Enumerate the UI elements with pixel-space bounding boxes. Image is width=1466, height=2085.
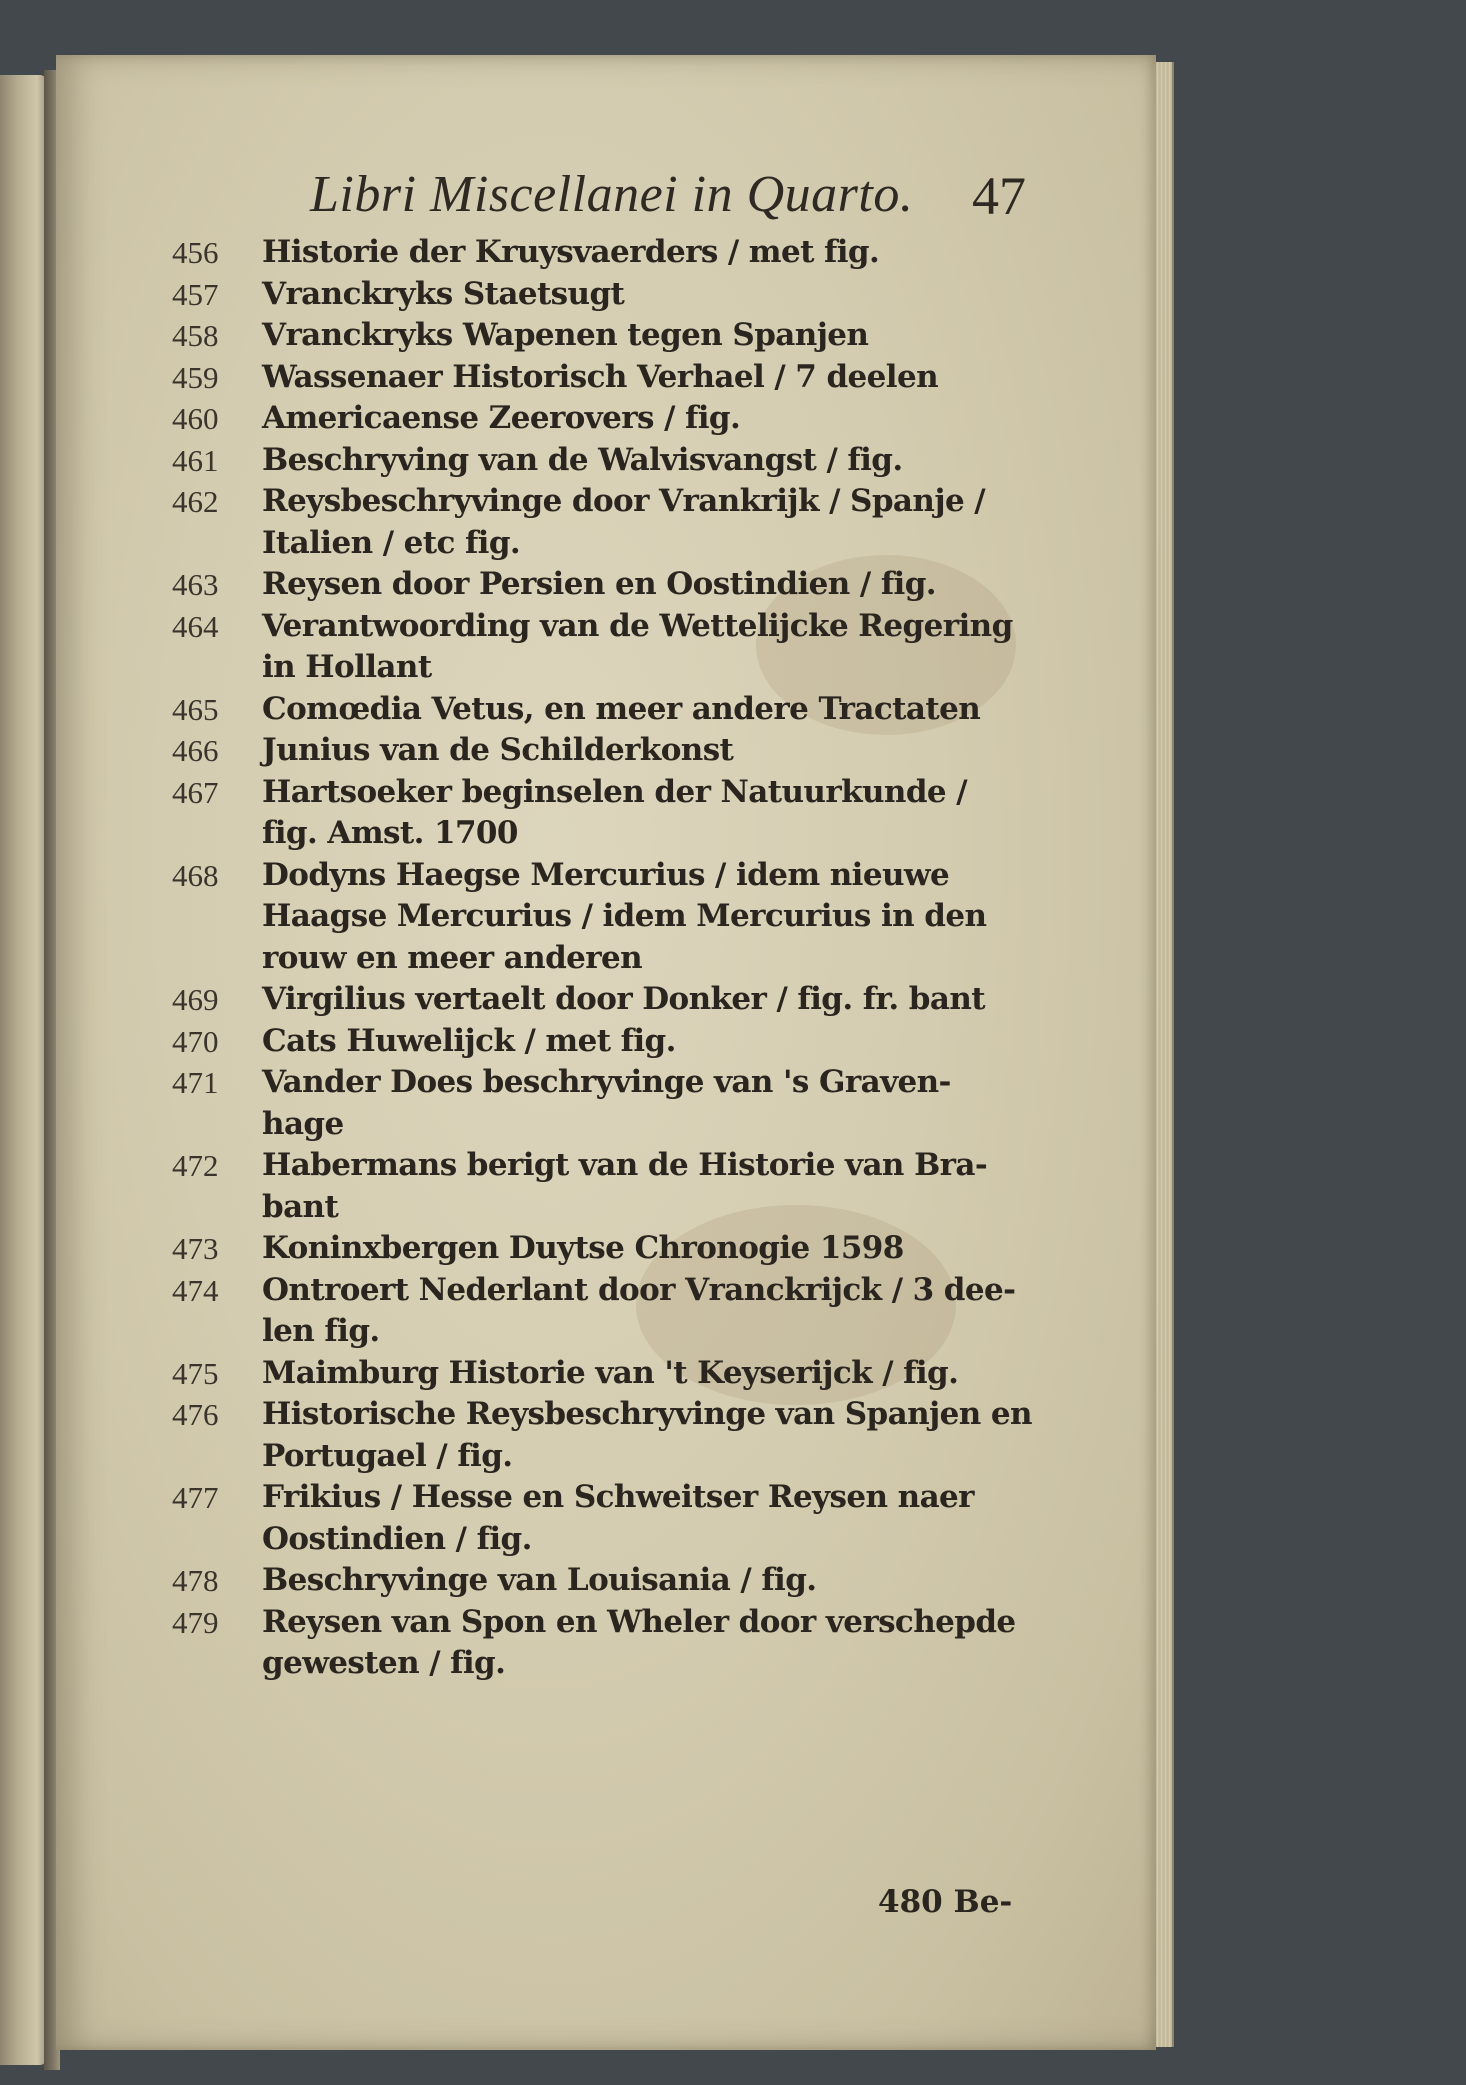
entry-number: 475 bbox=[172, 1355, 219, 1391]
entry-text-line: Historie der Kruysvaerders / met fig. bbox=[262, 234, 880, 270]
catalogue-entry bbox=[172, 855, 1052, 980]
entry-text-line: in Hollant bbox=[262, 649, 432, 685]
entry-number: 456 bbox=[172, 235, 219, 270]
running-head: Libri Miscellanei in Quarto. bbox=[310, 166, 914, 223]
catalogue-entry bbox=[172, 398, 1052, 440]
catalogue-entry bbox=[172, 315, 1052, 357]
catalogue-entry bbox=[172, 772, 1052, 855]
catalogue-entry bbox=[172, 1394, 1052, 1477]
entry-text-line: hage bbox=[262, 1105, 344, 1142]
catalogue-entry bbox=[172, 1228, 1052, 1270]
catalogue-entry bbox=[172, 1353, 1052, 1395]
entry-text-line: Oostindien / fig. bbox=[262, 1520, 532, 1557]
entry-number: 479 bbox=[172, 1604, 219, 1640]
entry-number: 468 bbox=[172, 857, 219, 893]
catalogue-entry bbox=[172, 1062, 1052, 1145]
entry-text-line: Habermans berigt van de Historie van Bra- bbox=[262, 1147, 988, 1183]
entry-number: 457 bbox=[172, 276, 219, 312]
entry-number: 458 bbox=[172, 318, 219, 353]
entry-number: 465 bbox=[172, 691, 219, 727]
entry-number: 459 bbox=[172, 359, 219, 395]
entry-text-line: Ontroert Nederlant door Vranckrijck / 3 dee- bbox=[262, 1271, 1016, 1308]
entry-text-line: Maimburg Historie van 't Keyserijck / fig. bbox=[262, 1354, 959, 1391]
entry-number: 463 bbox=[172, 567, 219, 602]
entry-number: 477 bbox=[172, 1480, 219, 1515]
catalogue-entry bbox=[172, 1602, 1052, 1685]
entry-text-line: Virgilius vertaelt door Donker / fig. fr. bant bbox=[262, 981, 985, 1017]
entry-text-line: fig. Amst. 1700 bbox=[262, 815, 518, 851]
catalogue-entry bbox=[172, 564, 1052, 606]
catalogue-entries bbox=[172, 232, 1052, 1685]
entry-number: 467 bbox=[172, 774, 219, 810]
entry-text-line: Historische Reysbeschryvinge van Spanjen en bbox=[262, 1396, 1032, 1432]
entry-text-line: Comœdia Vetus, en meer andere Tractaten bbox=[262, 690, 981, 727]
entry-text-line: Italien / etc fig. bbox=[262, 524, 521, 561]
entry-text-line: Reysen van Spon en Wheler door verschepde bbox=[262, 1603, 1016, 1640]
entry-number: 461 bbox=[172, 442, 219, 478]
entry-number: 471 bbox=[172, 1065, 219, 1100]
catalogue-entry bbox=[172, 1021, 1052, 1063]
catalogue-entry bbox=[172, 274, 1052, 316]
entry-text-line: Americaense Zeerovers / fig. bbox=[262, 400, 741, 436]
catalogue-entry bbox=[172, 357, 1052, 399]
entry-number: 462 bbox=[172, 484, 219, 519]
catalogue-entry bbox=[172, 606, 1052, 689]
catalogue-entry bbox=[172, 232, 1052, 274]
entry-text-line: bant bbox=[262, 1188, 339, 1225]
catalogue-entry bbox=[172, 1145, 1052, 1228]
entry-text-line: len fig. bbox=[262, 1313, 380, 1349]
entry-number: 473 bbox=[172, 1231, 219, 1266]
entry-text-line: Junius van de Schilderkonst bbox=[262, 732, 734, 768]
catchword: 480 Be- bbox=[878, 1884, 1013, 1920]
entry-number: 476 bbox=[172, 1397, 219, 1432]
entry-text-line: Wassenaer Historisch Verhael / 7 deelen bbox=[262, 358, 939, 395]
entry-text-line: Dodyns Haegse Mercurius / idem nieuwe bbox=[262, 856, 950, 893]
entry-text-line: Frikius / Hesse en Schweitser Reysen naer bbox=[262, 1479, 974, 1515]
catalogue-entry bbox=[172, 440, 1052, 482]
entry-text-line: Portugael / fig. bbox=[262, 1437, 513, 1474]
entry-number: 472 bbox=[172, 1148, 219, 1183]
entry-text-line: Hartsoeker beginselen der Natuurkunde / bbox=[262, 773, 967, 810]
entry-number: 478 bbox=[172, 1563, 219, 1598]
entry-number: 466 bbox=[172, 733, 219, 768]
catalogue-entry bbox=[172, 1270, 1052, 1353]
entry-text-line: rouw en meer anderen bbox=[262, 939, 643, 976]
left-page-edge bbox=[0, 75, 46, 2065]
entry-text-line: Beschryvinge van Louisania / fig. bbox=[262, 1562, 817, 1598]
entry-number: 464 bbox=[172, 608, 219, 644]
entry-text-line: Haagse Mercurius / idem Mercurius in den bbox=[262, 898, 987, 934]
entry-number: 474 bbox=[172, 1272, 219, 1308]
entry-text-line: Reysbeschryvinge door Vrankrijk / Spanje / bbox=[262, 483, 985, 519]
entry-text-line: Reysen door Persien en Oostindien / fig. bbox=[262, 566, 936, 602]
page-number: 47 bbox=[972, 166, 1026, 226]
catalogue-entry bbox=[172, 979, 1052, 1021]
entry-text-line: Vranckryks Staetsugt bbox=[262, 275, 625, 312]
catalogue-entry bbox=[172, 689, 1052, 731]
entry-text-line: Koninxbergen Duytse Chronogie 1598 bbox=[262, 1230, 904, 1266]
entry-text-line: Vranckryks Wapenen tegen Spanjen bbox=[262, 317, 869, 353]
catalogue-entry bbox=[172, 1560, 1052, 1602]
entry-number: 469 bbox=[172, 982, 219, 1017]
entry-number: 460 bbox=[172, 401, 219, 436]
entry-text-line: Beschryving van de Walvisvangst / fig. bbox=[262, 441, 903, 478]
entry-number: 470 bbox=[172, 1023, 219, 1059]
catalogue-entry bbox=[172, 730, 1052, 772]
entry-text-line: gewesten / fig. bbox=[262, 1645, 506, 1681]
catalogue-entry bbox=[172, 1477, 1052, 1560]
entry-text-line: Vander Does beschryvinge van 's Graven- bbox=[262, 1064, 951, 1100]
entry-text-line: Cats Huwelijck / met fig. bbox=[262, 1022, 676, 1059]
catalogue-entry bbox=[172, 481, 1052, 564]
entry-text-line: Verantwoording van de Wettelijcke Regering bbox=[262, 607, 1013, 644]
